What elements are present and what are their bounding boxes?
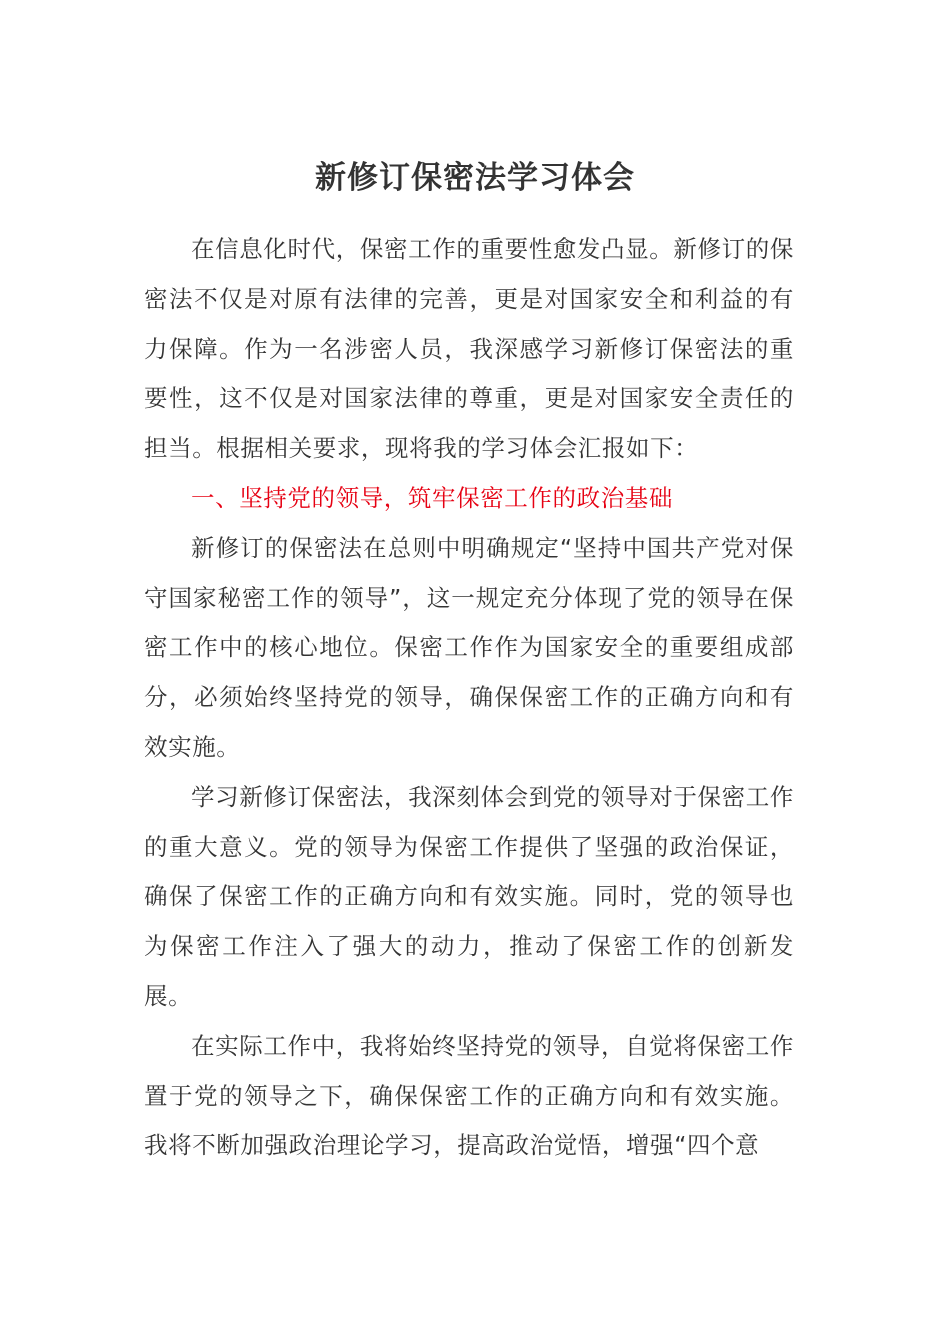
document-body [144, 225, 794, 1171]
section-1-paragraph-2: 学习新修订保密法，我深刻体会到党的领导对于保密工作的重大意义。党的领导为保密工作提供了坚强的政治保证，确保了保密工作的正确方向和有效实施。同时，党的领导也为保密工作注入了强大的动力，推动了保密工作的创新发展。 [144, 782, 794, 1010]
section-heading-1: 一、坚持党的领导，筑牢保密工作的政治基础 [191, 483, 673, 512]
section-1-paragraph-3: 在实际工作中，我将始终坚持党的领导，自觉将保密工作置于党的领导之下，确保保密工作的正确方向和有效实施。我将不断加强政治理论学习，提高政治觉悟，增强“四个意 [144, 1031, 794, 1160]
intro-paragraph: 在信息化时代，保密工作的重要性愈发凸显。新修订的保密法不仅是对原有法律的完善，更是对国家安全和利益的有力保障。作为一名涉密人员，我深感学习新修订保密法的重要性，这不仅是对国家法律的尊重，更是对国家安全责任的担当。根据相关要求，现将我的学习体会汇报如下： [144, 235, 794, 463]
document-title: 新修订保密法学习体会 [315, 160, 635, 196]
section-1-paragraph-1: 新修订的保密法在总则中明确规定“坚持中国共产党对保守国家秘密工作的领导”，这一规定充分体现了党的领导在保密工作中的核心地位。保密工作作为国家安全的重要组成部分，必须始终坚持党的领导，确保保密工作的正确方向和有效实施。 [144, 533, 794, 761]
